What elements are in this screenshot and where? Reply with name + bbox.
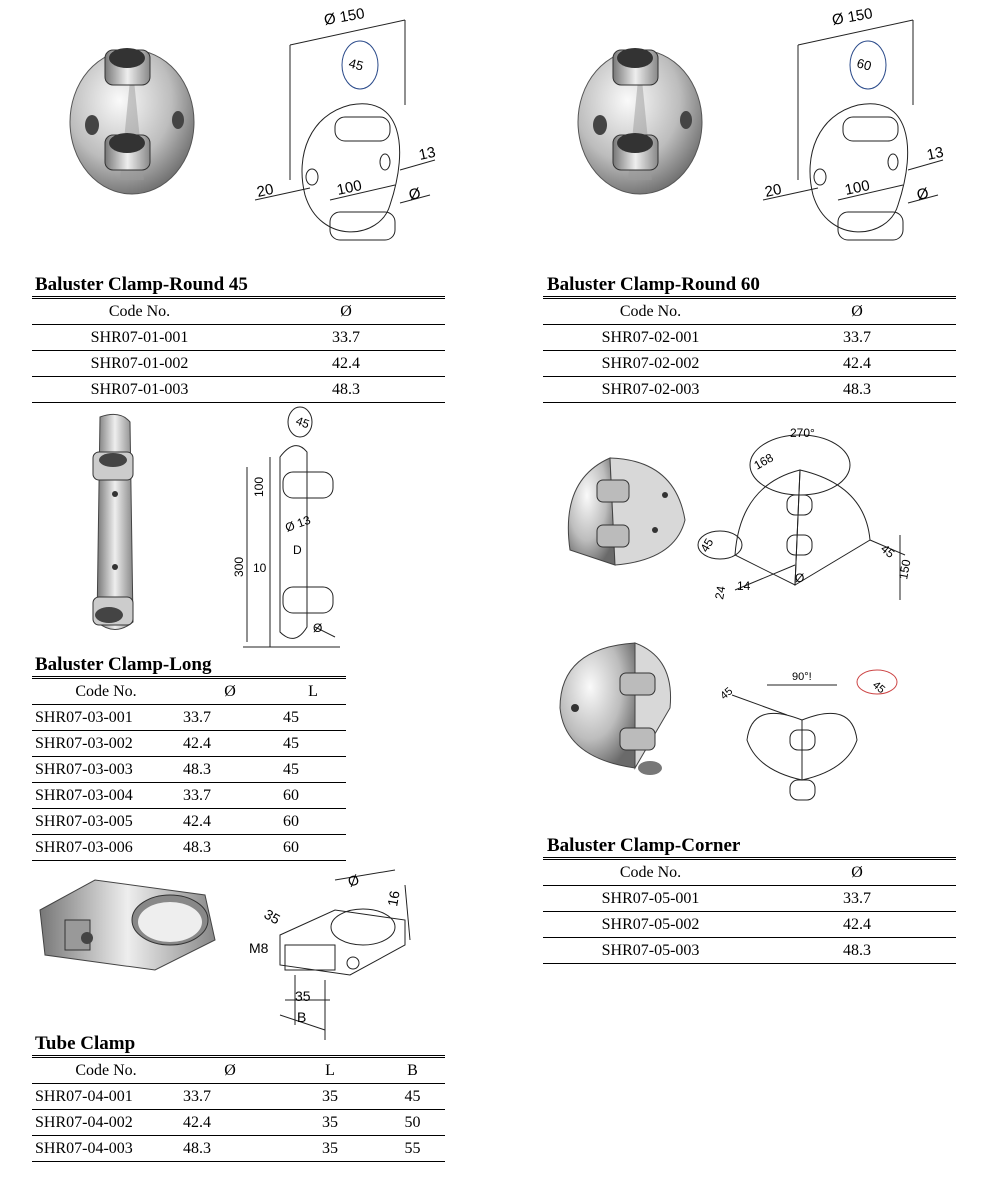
header-dia: Ø: [180, 678, 280, 705]
cell-dia: 42.4: [180, 1110, 280, 1136]
corner-dim-24: 24: [712, 584, 729, 601]
tube-dim-35a: 35: [261, 905, 283, 928]
tube-table: [32, 1055, 445, 1162]
cell-dia: 48.3: [180, 835, 280, 861]
table-header-row: [32, 1057, 445, 1084]
tube-dim-35b: 35: [295, 988, 311, 1004]
table-row: [32, 809, 346, 835]
cell-L: 35: [280, 1110, 380, 1136]
cell-L: 35: [280, 1136, 380, 1162]
tube-dim-m8: M8: [249, 940, 269, 956]
header-dia: Ø: [247, 298, 445, 325]
cell-B: 55: [380, 1136, 445, 1162]
header-code: Code No.: [543, 859, 758, 886]
cell-code: SHR07-04-002: [32, 1110, 180, 1136]
cell-code: SHR07-05-003: [543, 938, 758, 964]
cell-dia: 48.3: [180, 757, 280, 783]
corner-dim-168: 168: [751, 450, 776, 473]
header-dia: Ø: [758, 298, 956, 325]
tube-dim-16: 16: [384, 889, 403, 908]
cell-L: 45: [280, 705, 346, 731]
table-row: [32, 731, 346, 757]
round45-dim-13: 13: [417, 143, 438, 164]
cell-dia: 48.3: [180, 1136, 280, 1162]
cell-L: 35: [280, 1084, 380, 1110]
table-row: [32, 325, 445, 351]
table-row: [543, 912, 956, 938]
table-row: [543, 377, 956, 403]
round60-dim-20: 20: [763, 180, 784, 201]
cell-code: SHR07-01-003: [32, 377, 247, 403]
header-dia: Ø: [180, 1057, 280, 1084]
round60-title: Baluster Clamp-Round 60: [547, 274, 760, 295]
round60-dim-13: 13: [925, 143, 946, 164]
corner-dim-14: 14: [737, 579, 751, 593]
round45-photo: [60, 30, 210, 200]
cell-code: SHR07-03-003: [32, 757, 180, 783]
long-dim-dia: Ø: [313, 621, 323, 635]
table-row: [543, 325, 956, 351]
cell-dia: 33.7: [180, 705, 280, 731]
round45-dim-150: Ø 150: [322, 5, 366, 29]
cell-dia: 33.7: [180, 1084, 280, 1110]
cell-L: 60: [280, 835, 346, 861]
corner-photo-90: [555, 638, 695, 778]
long-dim-D: D: [293, 543, 302, 557]
round60-photo: [568, 30, 718, 200]
cell-L: 60: [280, 809, 346, 835]
tube-photo: [35, 870, 220, 980]
table-header-row: [543, 859, 956, 886]
header-code: Code No.: [32, 298, 247, 325]
round60-dim-150: Ø 150: [830, 5, 874, 29]
table-header-row: [32, 298, 445, 325]
corner-table: [543, 857, 956, 964]
corner-dim-dia: Ø: [795, 571, 805, 585]
cell-code: SHR07-05-001: [543, 886, 758, 912]
table-row: [32, 1084, 445, 1110]
corner-drawing-270: [695, 425, 920, 610]
round60-drawing: [758, 5, 958, 250]
cell-dia: 33.7: [758, 325, 956, 351]
cell-dia: 48.3: [247, 377, 445, 403]
table-row: [32, 1136, 445, 1162]
round45-table: [32, 296, 445, 403]
cell-L: 60: [280, 783, 346, 809]
header-B: B: [380, 1057, 445, 1084]
long-dim-100: 100: [252, 476, 266, 497]
table-row: [32, 783, 346, 809]
cell-code: SHR07-02-002: [543, 351, 758, 377]
table-row: [543, 886, 956, 912]
header-code: Code No.: [32, 1057, 180, 1084]
cell-code: SHR07-03-006: [32, 835, 180, 861]
round45-drawing: [250, 5, 450, 250]
corner-photo-270: [555, 450, 695, 575]
table-row: [543, 938, 956, 964]
corner-dim-45c: 45: [718, 685, 736, 703]
cell-code: SHR07-03-005: [32, 809, 180, 835]
long-photo: [85, 412, 165, 637]
header-code: Code No.: [543, 298, 758, 325]
long-dim-angle: 45: [293, 413, 312, 432]
corner-dim-45b: 45: [878, 541, 898, 561]
corner-dim-90: 90°!: [792, 671, 812, 683]
table-row: [32, 705, 346, 731]
tube-dim-dia: Ø: [345, 871, 362, 890]
round60-table: [543, 296, 956, 403]
corner-dim-270: 270°: [790, 426, 815, 440]
long-dim-10: 10: [253, 561, 267, 575]
cell-B: 45: [380, 1084, 445, 1110]
table-row: [32, 757, 346, 783]
header-L: L: [280, 678, 346, 705]
long-drawing: [225, 402, 365, 652]
cell-code: SHR07-01-001: [32, 325, 247, 351]
cell-L: 45: [280, 731, 346, 757]
cell-code: SHR07-04-001: [32, 1084, 180, 1110]
round45-dim-dia: Ø: [407, 184, 423, 204]
long-title: Baluster Clamp-Long: [35, 654, 212, 675]
cell-code: SHR07-03-004: [32, 783, 180, 809]
cell-dia: 48.3: [758, 938, 956, 964]
table-row: [543, 351, 956, 377]
table-row: [32, 835, 346, 861]
cell-code: SHR07-04-003: [32, 1136, 180, 1162]
corner-dim-45a: 45: [697, 535, 717, 555]
corner-dim-45d: 45: [870, 679, 888, 697]
corner-title: Baluster Clamp-Corner: [547, 835, 741, 856]
table-row: [32, 377, 445, 403]
cell-dia: 42.4: [758, 351, 956, 377]
cell-code: SHR07-05-002: [543, 912, 758, 938]
cell-dia: 42.4: [758, 912, 956, 938]
table-header-row: [543, 298, 956, 325]
cell-dia: 48.3: [758, 377, 956, 403]
long-table: [32, 676, 346, 861]
cell-dia: 42.4: [180, 731, 280, 757]
tube-dim-B: B: [297, 1009, 307, 1025]
round45-dim-100: 100: [335, 177, 364, 199]
cell-dia: 33.7: [247, 325, 445, 351]
header-dia: Ø: [758, 859, 956, 886]
cell-dia: 42.4: [180, 809, 280, 835]
corner-drawing-90: [712, 660, 902, 810]
table-header-row: [32, 678, 346, 705]
tube-drawing: [245, 865, 425, 1045]
cell-code: SHR07-02-003: [543, 377, 758, 403]
cell-code: SHR07-03-002: [32, 731, 180, 757]
cell-dia: 42.4: [247, 351, 445, 377]
tube-title: Tube Clamp: [35, 1033, 136, 1054]
round60-dim-dia: Ø: [915, 184, 931, 204]
round60-dim-angle: 60: [855, 55, 874, 74]
long-dim-300: 300: [232, 556, 246, 577]
cell-code: SHR07-03-001: [32, 705, 180, 731]
long-dim-13: Ø 13: [283, 512, 313, 535]
round45-dim-20: 20: [255, 180, 276, 201]
cell-L: 45: [280, 757, 346, 783]
cell-B: 50: [380, 1110, 445, 1136]
cell-code: SHR07-02-001: [543, 325, 758, 351]
header-code: Code No.: [32, 678, 180, 705]
round45-dim-angle: 45: [347, 55, 366, 74]
round60-dim-100: 100: [843, 177, 872, 199]
cell-dia: 33.7: [180, 783, 280, 809]
round45-title: Baluster Clamp-Round 45: [35, 274, 248, 295]
table-row: [32, 1110, 445, 1136]
header-L: L: [280, 1057, 380, 1084]
cell-code: SHR07-01-002: [32, 351, 247, 377]
corner-dim-150: 150: [896, 558, 914, 581]
cell-dia: 33.7: [758, 886, 956, 912]
table-row: [32, 351, 445, 377]
